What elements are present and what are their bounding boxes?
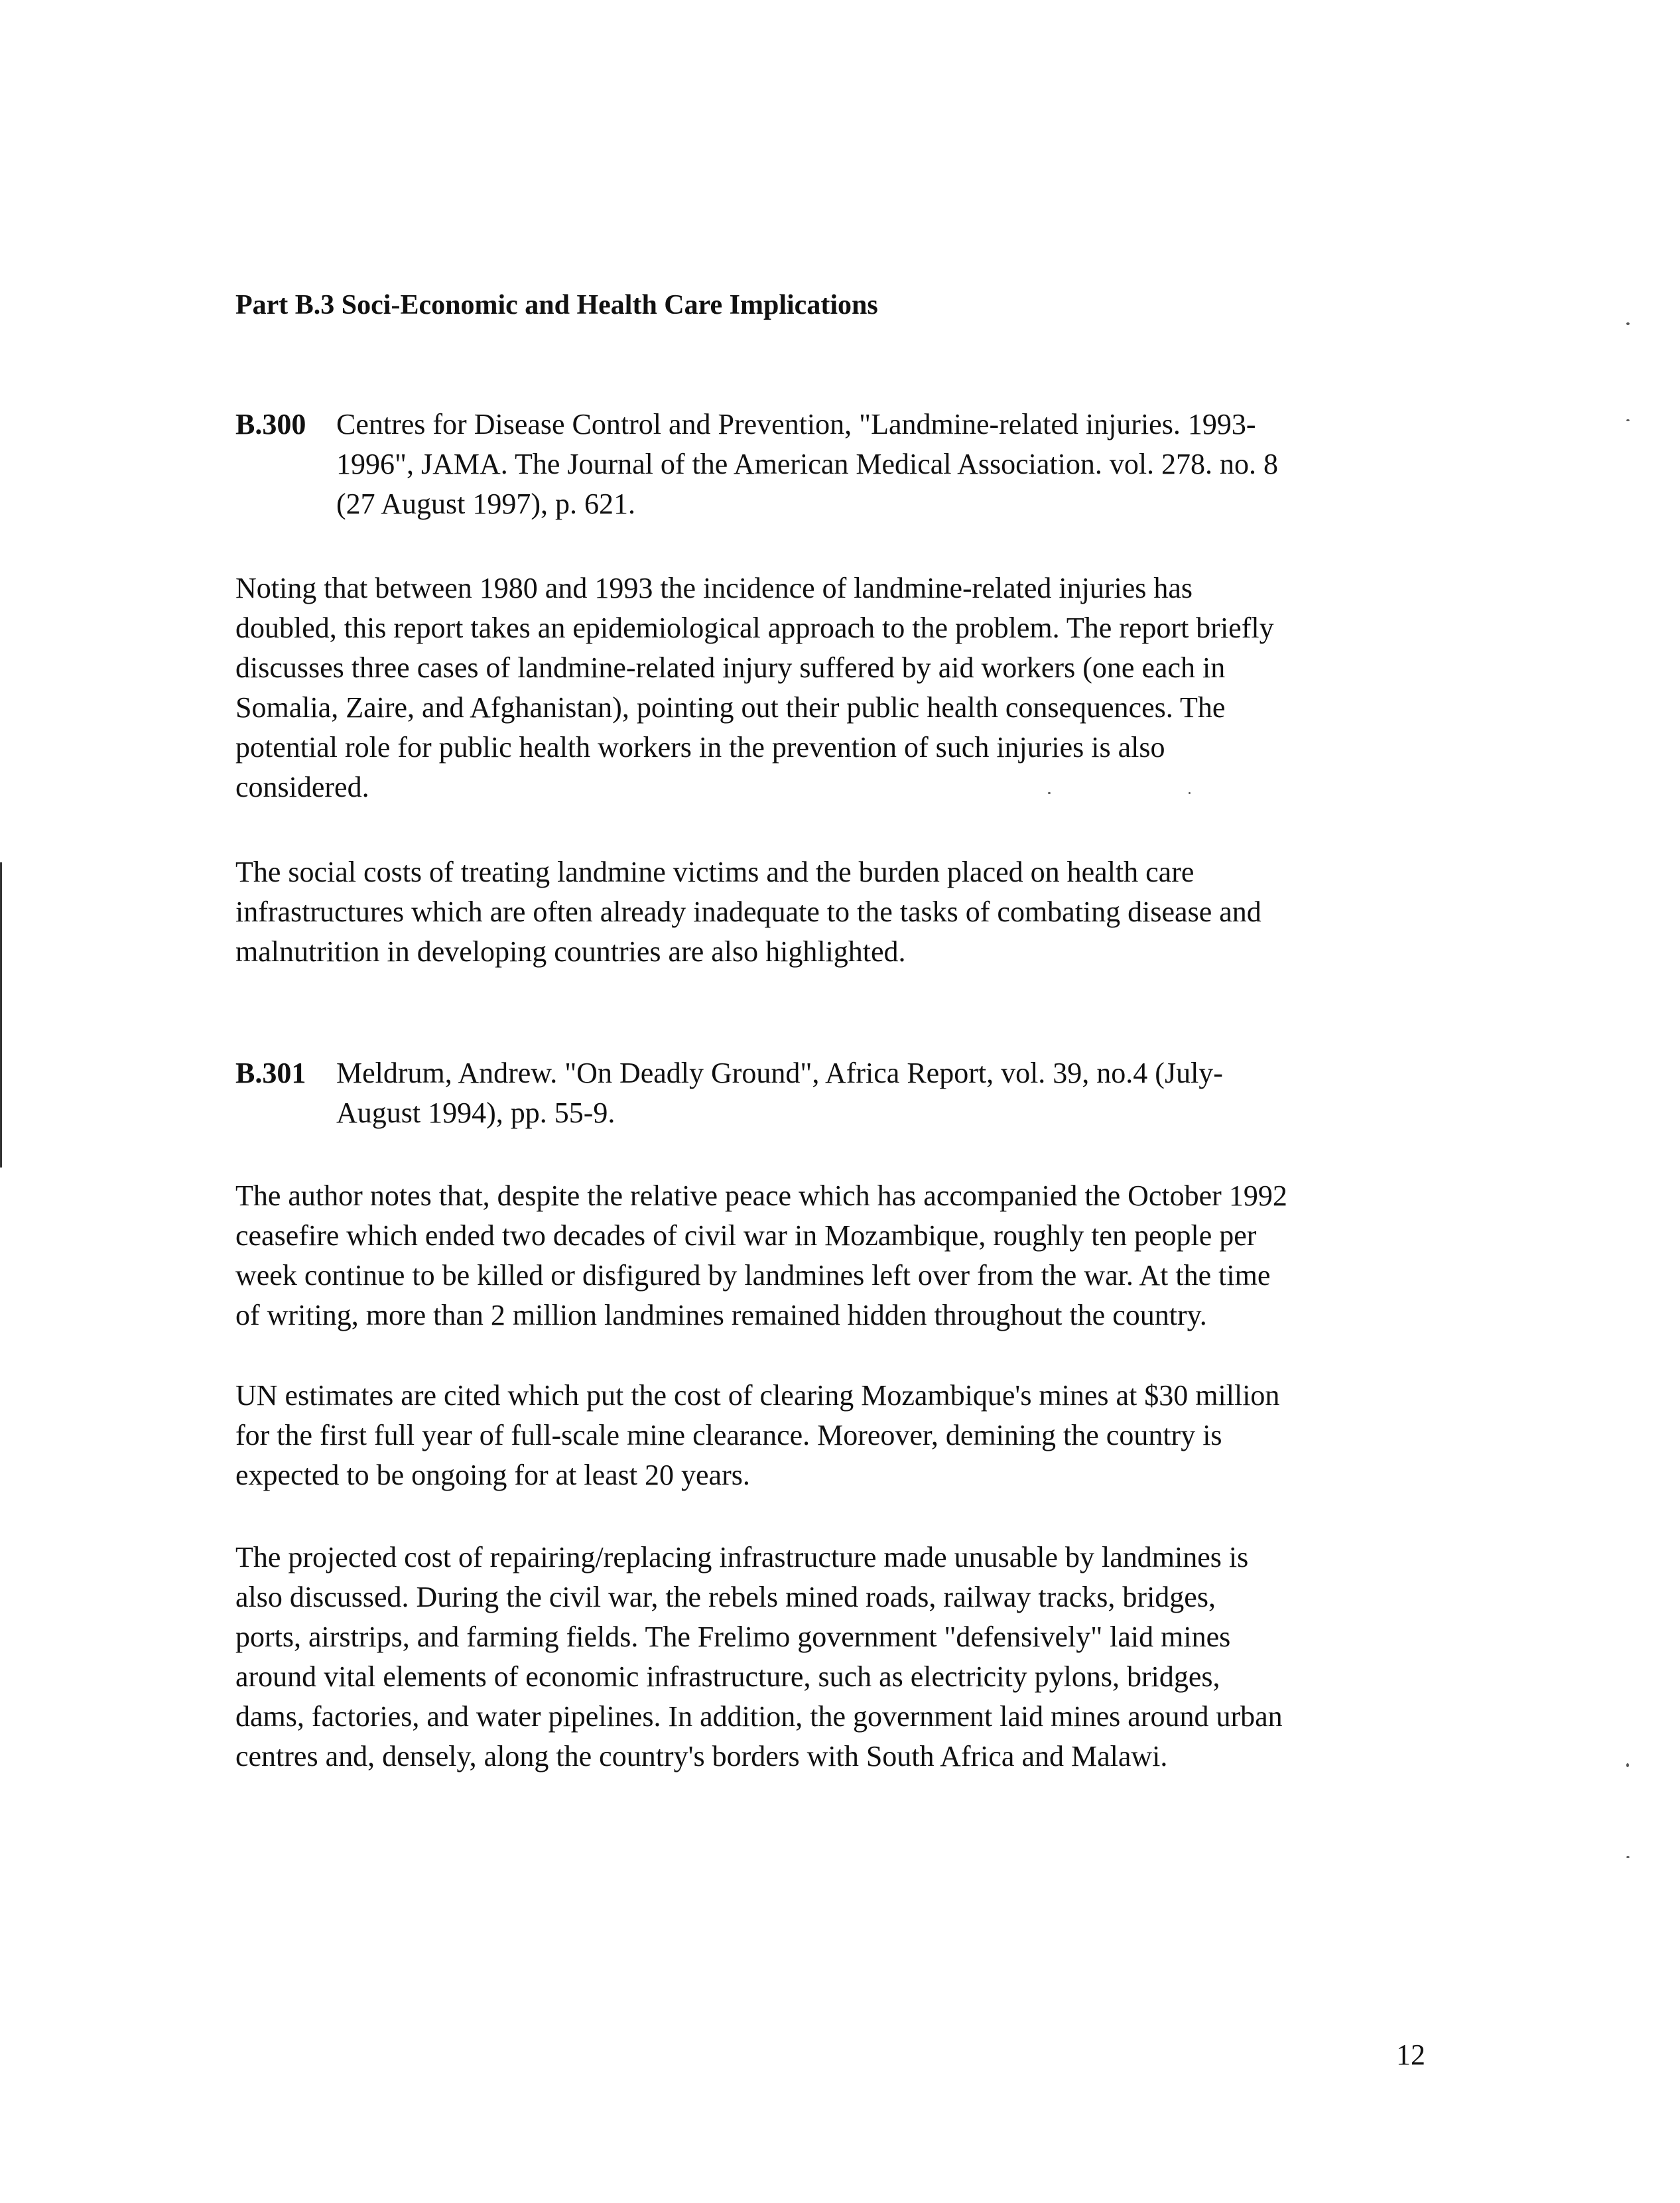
paragraph-line: ceasefire which ended two decades of civil war in Mozambique, roughly ten people per	[235, 1219, 1257, 1252]
paragraph-line: The social costs of treating landmine victims and the burden placed on health care	[235, 856, 1195, 888]
paragraph-line: around vital elements of economic infrastructure, such as electricity pylons, bridges,	[235, 1660, 1220, 1693]
paragraph-line: malnutrition in developing countries are also highlighted.	[235, 935, 906, 968]
abstract-paragraph	[235, 1376, 1443, 1495]
citation-text: (27 August 1997), p. 621.	[336, 488, 635, 520]
abstract-paragraph	[235, 1176, 1443, 1335]
paragraph-line: doubled, this report takes an epidemiological approach to the problem. The report briefly	[235, 612, 1274, 644]
bibliography-entry-b300	[235, 405, 1443, 524]
entry-id: B.301	[235, 1057, 306, 1089]
entry-citation-line	[235, 1053, 1443, 1093]
entry-citation-line	[235, 405, 1443, 444]
entry-id: B.300	[235, 408, 306, 440]
paragraph-line: considered.	[235, 771, 369, 803]
paragraph-line: week continue to be killed or disfigured by landmines left over from the war. At the time	[235, 1259, 1271, 1292]
abstract-paragraph	[235, 1538, 1443, 1776]
citation-text: August 1994), pp. 55-9.	[336, 1097, 615, 1129]
paragraph-line: centres and, densely, along the country's borders with South Africa and Malawi.	[235, 1740, 1168, 1772]
citation-text: Centres for Disease Control and Prevention, "Landmine-related injuries. 1993-	[336, 408, 1256, 440]
paragraph-line: The author notes that, despite the relative peace which has accompanied the October 1992	[235, 1179, 1287, 1212]
scan-speck	[1626, 322, 1630, 325]
paragraph-line: The projected cost of repairing/replacing infrastructure made unusable by landmines is	[235, 1541, 1249, 1573]
citation-text: Meldrum, Andrew. "On Deadly Ground", Africa Report, vol. 39, no.4 (July-	[336, 1057, 1223, 1089]
paragraph-line: also discussed. During the civil war, the rebels mined roads, railway tracks, bridges,	[235, 1581, 1216, 1613]
paragraph-line: expected to be ongoing for at least 20 years.	[235, 1459, 750, 1491]
scan-speck	[1626, 1856, 1630, 1858]
paragraph-line: of writing, more than 2 million landmines remained hidden throughout the country.	[235, 1299, 1207, 1331]
section-heading: Part B.3 Soci-Economic and Health Care Implications	[235, 290, 878, 320]
citation-text: 1996", JAMA. The Journal of the American Medical Association. vol. 278. no. 8	[336, 448, 1279, 480]
paragraph-line: Somalia, Zaire, and Afghanistan), pointing out their public health consequences. The	[235, 691, 1226, 724]
scan-edge-mark	[0, 862, 2, 1168]
page-number: 12	[1396, 2038, 1425, 2071]
paragraph-line: for the first full year of full-scale mine clearance. Moreover, demining the country is	[235, 1419, 1222, 1451]
bibliography-entry-b301	[235, 1053, 1443, 1133]
paragraph-line: Noting that between 1980 and 1993 the incidence of landmine-related injuries has	[235, 572, 1193, 604]
paragraph-line: UN estimates are cited which put the cost of clearing Mozambique's mines at $30 million	[235, 1379, 1280, 1412]
paragraph-line: potential role for public health workers in the prevention of such injuries is also	[235, 731, 1165, 764]
paragraph-line: infrastructures which are often already inadequate to the tasks of combating disease and	[235, 896, 1261, 928]
abstract-paragraph	[235, 852, 1443, 972]
abstract-paragraph	[235, 568, 1443, 807]
paragraph-line: discusses three cases of landmine-related injury suffered by aid workers (one each in	[235, 651, 1226, 684]
paragraph-line: ports, airstrips, and farming fields. The Frelimo government "defensively" laid mines	[235, 1621, 1231, 1653]
paragraph-line: dams, factories, and water pipelines. In addition, the government laid mines around urban	[235, 1700, 1283, 1733]
scan-speck	[1626, 1763, 1629, 1767]
scan-speck	[1626, 419, 1630, 421]
